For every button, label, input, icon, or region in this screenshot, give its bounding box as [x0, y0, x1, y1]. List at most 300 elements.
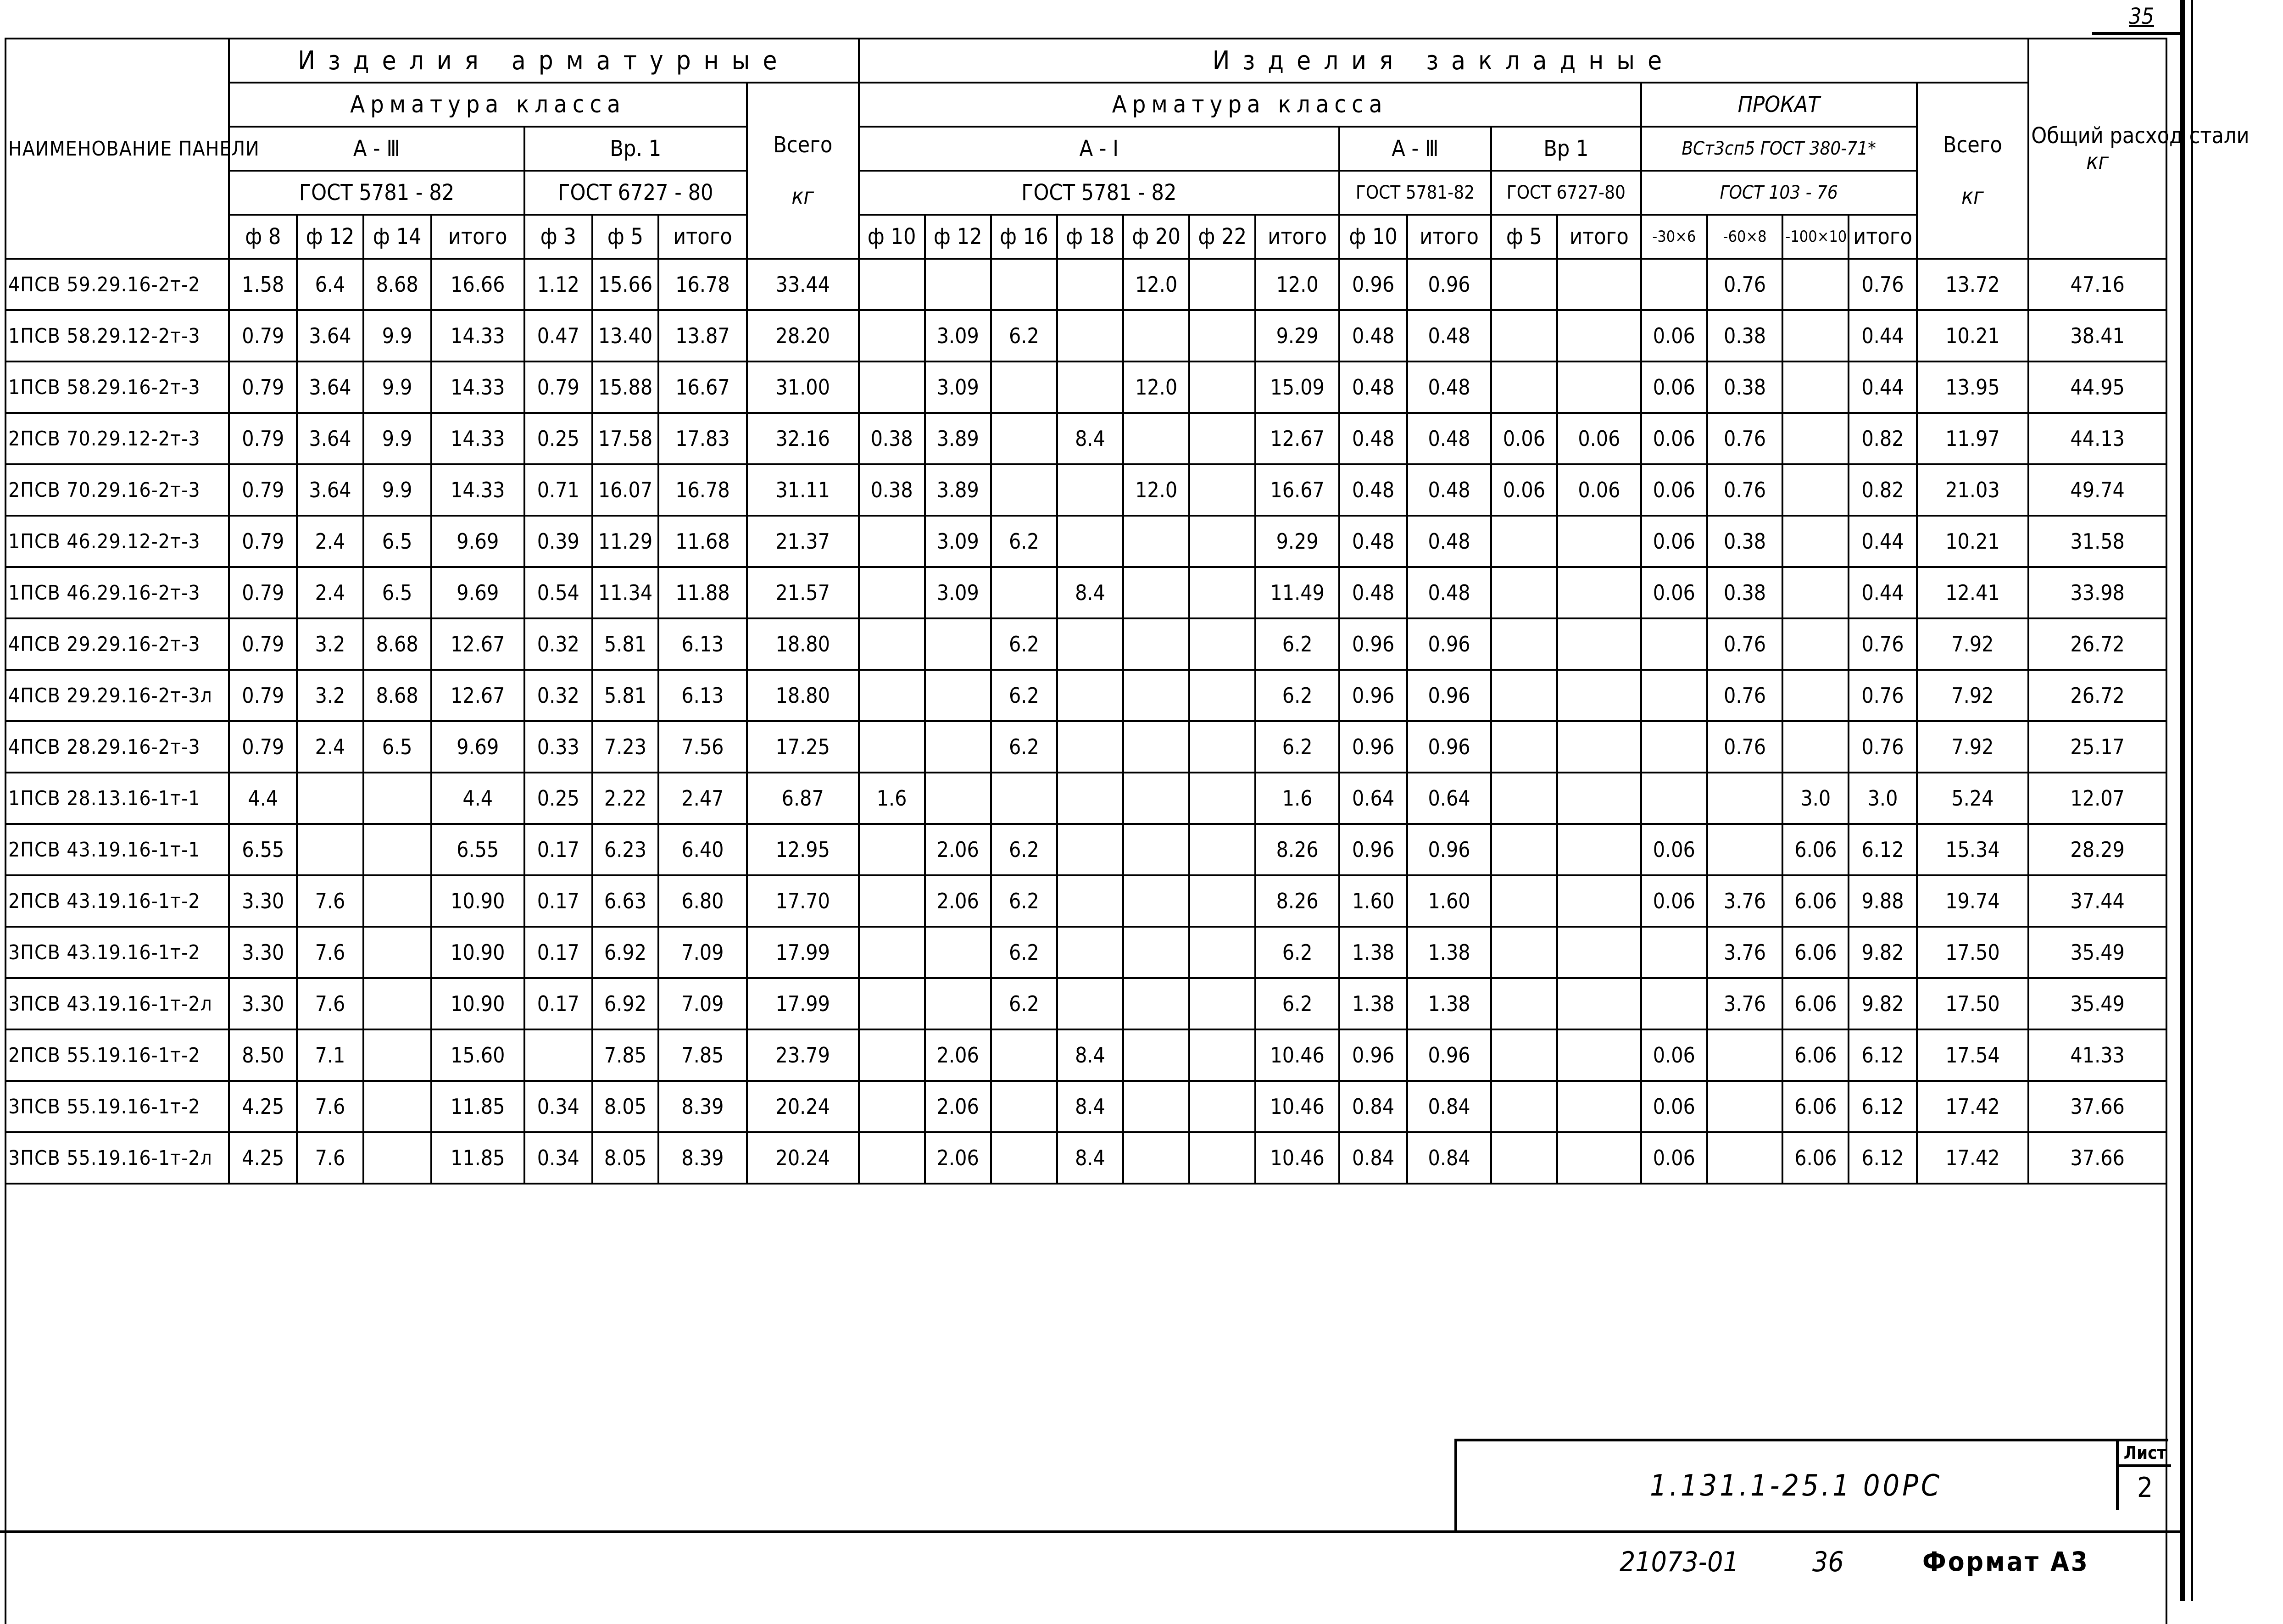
value-cell: 7.85: [658, 1029, 747, 1081]
value-cell: 19.74: [1917, 875, 2029, 927]
value-cell: 0.54: [524, 567, 592, 618]
value-cell: [859, 1132, 925, 1184]
grand-total-unit: кг: [2086, 149, 2109, 174]
panel-name-cell: 4ПСВ 59.29.16-2т-2: [6, 259, 229, 310]
value-cell: [1782, 721, 1849, 773]
value-cell: 0.48: [1407, 516, 1491, 567]
value-cell: 6.06: [1782, 1132, 1849, 1184]
value-cell: 1.38: [1407, 927, 1491, 978]
steel-consumption-table: [5, 38, 2250, 1624]
value-cell: [1189, 413, 1255, 464]
value-cell: 7.09: [658, 978, 747, 1029]
value-cell: 16.78: [658, 259, 747, 310]
value-cell: 4.4: [229, 773, 297, 824]
value-cell: 31.58: [2028, 516, 2166, 567]
value-cell: [1491, 259, 1557, 310]
value-cell: 0.96: [1339, 259, 1407, 310]
value-cell: 3.64: [297, 464, 363, 516]
value-cell: 44.95: [2028, 362, 2166, 413]
value-cell: 7.92: [1917, 670, 2029, 721]
value-cell: 9.9: [363, 310, 431, 362]
rebar-total-unit: кг: [791, 184, 814, 209]
value-cell: 6.87: [747, 773, 859, 824]
value-cell: 6.2: [991, 927, 1057, 978]
value-cell: [1057, 875, 1123, 927]
value-cell: 10.21: [1917, 516, 2029, 567]
value-cell: 17.83: [658, 413, 747, 464]
value-cell: 38.41: [2028, 310, 2166, 362]
value-cell: 6.23: [592, 824, 658, 875]
col-subtotal-vr1: итого: [658, 215, 747, 259]
value-cell: 8.4: [1057, 1081, 1123, 1132]
panel-name-cell: 4ПСВ 29.29.16-2т-3л: [6, 670, 229, 721]
value-cell: 13.95: [1917, 362, 2029, 413]
value-cell: 3.09: [925, 567, 991, 618]
value-cell: 4.25: [229, 1132, 297, 1184]
value-cell: 11.34: [592, 567, 658, 618]
embedded-total-header: [1917, 83, 2029, 259]
value-cell: [925, 927, 991, 978]
value-cell: 17.42: [1917, 1081, 2029, 1132]
table-row: [6, 259, 2166, 310]
value-cell: 4.4: [431, 773, 524, 824]
value-cell: 10.46: [1255, 1132, 1339, 1184]
value-cell: [859, 618, 925, 670]
value-cell: 21.57: [747, 567, 859, 618]
value-cell: [1123, 824, 1189, 875]
value-cell: 12.07: [2028, 773, 2166, 824]
value-cell: 8.68: [363, 259, 431, 310]
value-cell: [1641, 670, 1707, 721]
value-cell: 0.76: [1707, 670, 1782, 721]
value-cell: 0.38: [1707, 567, 1782, 618]
value-cell: 32.16: [747, 413, 859, 464]
value-cell: [1782, 567, 1849, 618]
value-cell: 9.9: [363, 413, 431, 464]
value-cell: 1.12: [524, 259, 592, 310]
value-cell: [1641, 618, 1707, 670]
value-cell: 33.98: [2028, 567, 2166, 618]
value-cell: 0.79: [229, 362, 297, 413]
value-cell: [297, 773, 363, 824]
value-cell: 0.06: [1641, 824, 1707, 875]
col-emb-d16: ф 16: [991, 215, 1057, 259]
value-cell: 18.80: [747, 670, 859, 721]
value-cell: 0.96: [1407, 259, 1491, 310]
value-cell: 11.49: [1255, 567, 1339, 618]
value-cell: [1123, 875, 1189, 927]
value-cell: 12.0: [1123, 362, 1189, 413]
value-cell: 0.38: [1707, 362, 1782, 413]
value-cell: 5.81: [592, 618, 658, 670]
value-cell: [1057, 773, 1123, 824]
value-cell: [1557, 567, 1641, 618]
value-cell: [991, 567, 1057, 618]
value-cell: 6.2: [1255, 721, 1339, 773]
value-cell: 3.30: [229, 978, 297, 1029]
value-cell: 16.67: [1255, 464, 1339, 516]
value-cell: [1782, 362, 1849, 413]
value-cell: [1057, 824, 1123, 875]
emb-gost-6727-short-header: ГОСТ 6727-80: [1491, 171, 1641, 215]
value-cell: [1189, 362, 1255, 413]
panel-name-cell: 2ПСВ 43.19.16-1т-2: [6, 875, 229, 927]
col-subtotal-a3: итого: [431, 215, 524, 259]
value-cell: 0.79: [229, 670, 297, 721]
value-cell: [1057, 259, 1123, 310]
value-cell: 0.06: [1641, 567, 1707, 618]
value-cell: [1707, 773, 1782, 824]
value-cell: [1641, 927, 1707, 978]
frame-right-border-inner: [2191, 0, 2193, 1601]
value-cell: [1707, 1081, 1782, 1132]
value-cell: [1123, 1081, 1189, 1132]
gost-5781-header: ГОСТ 5781 - 82: [229, 171, 524, 215]
value-cell: [1491, 875, 1557, 927]
value-cell: [1189, 773, 1255, 824]
value-cell: 0.48: [1339, 362, 1407, 413]
value-cell: [925, 721, 991, 773]
value-cell: [1123, 670, 1189, 721]
gost-103-header: ГОСТ 103 - 76: [1641, 171, 1917, 215]
value-cell: 11.68: [658, 516, 747, 567]
value-cell: 0.25: [524, 413, 592, 464]
value-cell: 6.2: [991, 721, 1057, 773]
top-rule: [2092, 32, 2182, 35]
value-cell: [363, 927, 431, 978]
table-row: [6, 413, 2166, 464]
table-row: [6, 927, 2166, 978]
value-cell: 2.06: [925, 1132, 991, 1184]
value-cell: 6.4: [297, 259, 363, 310]
value-cell: [859, 362, 925, 413]
value-cell: [1491, 1081, 1557, 1132]
value-cell: 0.76: [1707, 464, 1782, 516]
value-cell: 0.96: [1339, 721, 1407, 773]
value-cell: [524, 1029, 592, 1081]
value-cell: 6.63: [592, 875, 658, 927]
value-cell: [991, 1081, 1057, 1132]
value-cell: 16.66: [431, 259, 524, 310]
value-cell: 0.76: [1707, 413, 1782, 464]
col-d5: ф 5: [592, 215, 658, 259]
value-cell: [859, 310, 925, 362]
table-row: [6, 670, 2166, 721]
table-body: [6, 259, 2166, 1624]
value-cell: 31.11: [747, 464, 859, 516]
embedded-rebar-class-header: Арматура класса: [859, 83, 1641, 127]
value-cell: 11.29: [592, 516, 658, 567]
value-cell: 21.37: [747, 516, 859, 567]
panel-name-cell: 1ПСВ 58.29.12-2т-3: [6, 310, 229, 362]
value-cell: 7.56: [658, 721, 747, 773]
value-cell: 4.25: [229, 1081, 297, 1132]
value-cell: [1189, 516, 1255, 567]
value-cell: 35.49: [2028, 978, 2166, 1029]
value-cell: [859, 259, 925, 310]
value-cell: 6.5: [363, 721, 431, 773]
value-cell: [859, 927, 925, 978]
panel-name-cell: 2ПСВ 70.29.16-2т-3: [6, 464, 229, 516]
value-cell: 3.2: [297, 670, 363, 721]
value-cell: 10.90: [431, 875, 524, 927]
value-cell: [1641, 259, 1707, 310]
value-cell: [1057, 362, 1123, 413]
title-block: [1454, 1439, 2168, 1533]
value-cell: [1189, 618, 1255, 670]
value-cell: 6.2: [1255, 618, 1339, 670]
value-cell: [991, 259, 1057, 310]
value-cell: 9.88: [1849, 875, 1916, 927]
rebar-total-label: Всего: [773, 132, 833, 158]
value-cell: [859, 978, 925, 1029]
col-emb-d10: ф 10: [859, 215, 925, 259]
col-emb-d22: ф 22: [1189, 215, 1255, 259]
value-cell: 17.99: [747, 978, 859, 1029]
value-cell: 12.0: [1255, 259, 1339, 310]
value-cell: [1057, 618, 1123, 670]
value-cell: 1.60: [1339, 875, 1407, 927]
steel-grade-header: ВСт3сп5 ГОСТ 380-71*: [1641, 127, 1917, 171]
value-cell: 5.81: [592, 670, 658, 721]
value-cell: [859, 1081, 925, 1132]
value-cell: [859, 721, 925, 773]
value-cell: 0.48: [1339, 516, 1407, 567]
value-cell: 17.54: [1917, 1029, 2029, 1081]
rolled-header: ПРОКАТ: [1641, 83, 1917, 127]
value-cell: 8.68: [363, 618, 431, 670]
value-cell: 17.25: [747, 721, 859, 773]
col-emb-subtotal-vr1: итого: [1557, 215, 1641, 259]
rebar-a3-header: А - Ⅲ: [229, 127, 524, 171]
value-cell: [859, 824, 925, 875]
value-cell: 0.48: [1339, 413, 1407, 464]
panel-name-cell: 2ПСВ 70.29.12-2т-3: [6, 413, 229, 464]
frame-right-border: [2180, 0, 2185, 1601]
value-cell: 14.33: [431, 362, 524, 413]
value-cell: 49.74: [2028, 464, 2166, 516]
value-cell: 3.64: [297, 310, 363, 362]
value-cell: 2.06: [925, 1081, 991, 1132]
value-cell: 9.69: [431, 721, 524, 773]
value-cell: [1557, 773, 1641, 824]
value-cell: 0.96: [1407, 618, 1491, 670]
value-cell: 21.03: [1917, 464, 2029, 516]
value-cell: 6.5: [363, 516, 431, 567]
panel-name-cell: 1ПСВ 46.29.12-2т-3: [6, 516, 229, 567]
value-cell: [363, 1132, 431, 1184]
value-cell: [363, 1081, 431, 1132]
value-cell: 6.12: [1849, 1029, 1916, 1081]
table-row: [6, 567, 2166, 618]
col-d14: ф 14: [363, 215, 431, 259]
value-cell: 11.88: [658, 567, 747, 618]
value-cell: 10.46: [1255, 1029, 1339, 1081]
col-p30x6: -30×6: [1641, 215, 1707, 259]
value-cell: [1491, 1132, 1557, 1184]
value-cell: [859, 670, 925, 721]
value-cell: 6.55: [431, 824, 524, 875]
value-cell: 7.92: [1917, 721, 2029, 773]
value-cell: [1123, 773, 1189, 824]
value-cell: 10.21: [1917, 310, 2029, 362]
value-cell: [925, 978, 991, 1029]
value-cell: 15.66: [592, 259, 658, 310]
value-cell: 8.26: [1255, 824, 1339, 875]
value-cell: [1707, 1132, 1782, 1184]
rebar-products-header: Изделия арматурные: [229, 39, 858, 83]
value-cell: 0.82: [1849, 464, 1916, 516]
value-cell: 9.9: [363, 464, 431, 516]
value-cell: 0.06: [1491, 413, 1557, 464]
value-cell: [1641, 721, 1707, 773]
value-cell: 14.33: [431, 464, 524, 516]
value-cell: 0.06: [1641, 413, 1707, 464]
value-cell: 1.60: [1407, 875, 1491, 927]
value-cell: 8.39: [658, 1132, 747, 1184]
value-cell: 0.84: [1407, 1132, 1491, 1184]
value-cell: 3.89: [925, 413, 991, 464]
value-cell: 3.30: [229, 875, 297, 927]
value-cell: [1782, 670, 1849, 721]
footer-number: 36: [1812, 1546, 1844, 1578]
document-code: 1.131.1-25.1 00РС: [1650, 1469, 1943, 1503]
value-cell: 14.33: [431, 413, 524, 464]
value-cell: 0.06: [1557, 413, 1641, 464]
value-cell: [1782, 618, 1849, 670]
value-cell: 8.05: [592, 1132, 658, 1184]
value-cell: 41.33: [2028, 1029, 2166, 1081]
value-cell: [363, 875, 431, 927]
value-cell: 12.95: [747, 824, 859, 875]
value-cell: 12.41: [1917, 567, 2029, 618]
value-cell: 0.17: [524, 875, 592, 927]
value-cell: [1123, 927, 1189, 978]
value-cell: 0.79: [229, 618, 297, 670]
value-cell: 0.96: [1339, 670, 1407, 721]
value-cell: 9.29: [1255, 516, 1339, 567]
panel-name-cell: 1ПСВ 28.13.16-1т-1: [6, 773, 229, 824]
value-cell: 6.55: [229, 824, 297, 875]
table-row: [6, 1081, 2166, 1132]
col-p100x10: -100×10: [1782, 215, 1849, 259]
value-cell: [1189, 875, 1255, 927]
value-cell: 0.48: [1339, 464, 1407, 516]
value-cell: 6.12: [1849, 1132, 1916, 1184]
value-cell: 0.71: [524, 464, 592, 516]
value-cell: 1.58: [229, 259, 297, 310]
value-cell: 6.2: [991, 670, 1057, 721]
emb-gost-5781-short-header: ГОСТ 5781-82: [1339, 171, 1491, 215]
panel-name-cell: 4ПСВ 28.29.16-2т-3: [6, 721, 229, 773]
value-cell: 0.76: [1707, 721, 1782, 773]
value-cell: [1557, 824, 1641, 875]
value-cell: 2.22: [592, 773, 658, 824]
value-cell: 8.4: [1057, 413, 1123, 464]
value-cell: [363, 978, 431, 1029]
value-cell: 6.06: [1782, 824, 1849, 875]
value-cell: 0.76: [1849, 259, 1916, 310]
value-cell: 0.32: [524, 618, 592, 670]
value-cell: [1123, 516, 1189, 567]
value-cell: 28.20: [747, 310, 859, 362]
value-cell: 16.78: [658, 464, 747, 516]
value-cell: [859, 1029, 925, 1081]
col-emb-subtotal-a1: итого: [1255, 215, 1339, 259]
value-cell: 1.38: [1407, 978, 1491, 1029]
value-cell: 3.89: [925, 464, 991, 516]
value-cell: 6.06: [1782, 875, 1849, 927]
value-cell: [1189, 721, 1255, 773]
value-cell: [1189, 1132, 1255, 1184]
panel-name-cell: 4ПСВ 29.29.16-2т-3: [6, 618, 229, 670]
value-cell: 6.06: [1782, 927, 1849, 978]
value-cell: [991, 1029, 1057, 1081]
table-row: [6, 464, 2166, 516]
table-row: [6, 310, 2166, 362]
value-cell: 3.09: [925, 310, 991, 362]
value-cell: 6.40: [658, 824, 747, 875]
value-cell: [1641, 773, 1707, 824]
value-cell: 0.17: [524, 927, 592, 978]
value-cell: 8.26: [1255, 875, 1339, 927]
value-cell: [363, 1029, 431, 1081]
value-cell: [1491, 824, 1557, 875]
value-cell: 6.2: [991, 875, 1057, 927]
value-cell: [363, 824, 431, 875]
value-cell: 31.00: [747, 362, 859, 413]
value-cell: [1782, 516, 1849, 567]
value-cell: 6.2: [1255, 927, 1339, 978]
value-cell: [1057, 310, 1123, 362]
value-cell: 0.96: [1339, 824, 1407, 875]
value-cell: 1.6: [1255, 773, 1339, 824]
value-cell: [1557, 978, 1641, 1029]
value-cell: [1189, 464, 1255, 516]
value-cell: [1557, 670, 1641, 721]
value-cell: 15.34: [1917, 824, 2029, 875]
value-cell: 0.48: [1407, 362, 1491, 413]
panel-name-cell: 3ПСВ 43.19.16-1т-2л: [6, 978, 229, 1029]
col-emb-a3-d10: ф 10: [1339, 215, 1407, 259]
value-cell: 0.84: [1339, 1081, 1407, 1132]
value-cell: [1491, 978, 1557, 1029]
value-cell: [1491, 516, 1557, 567]
value-cell: 16.67: [658, 362, 747, 413]
value-cell: 12.0: [1123, 464, 1189, 516]
value-cell: 17.99: [747, 927, 859, 978]
value-cell: 2.47: [658, 773, 747, 824]
value-cell: 0.76: [1849, 618, 1916, 670]
value-cell: 0.48: [1339, 310, 1407, 362]
value-cell: 7.09: [658, 927, 747, 978]
col-emb-subtotal-a3: итого: [1407, 215, 1491, 259]
value-cell: 2.06: [925, 1029, 991, 1081]
value-cell: [1557, 1029, 1641, 1081]
table-row: [6, 1132, 2166, 1184]
sheet-box: [2116, 1441, 2171, 1510]
panel-name-cell: 1ПСВ 46.29.16-2т-3: [6, 567, 229, 618]
value-cell: 0.39: [524, 516, 592, 567]
value-cell: 44.13: [2028, 413, 2166, 464]
col-emb-d20: ф 20: [1123, 215, 1189, 259]
value-cell: [1557, 362, 1641, 413]
bottom-rule: [0, 1530, 2182, 1533]
value-cell: 0.48: [1339, 567, 1407, 618]
table-row: [6, 516, 2166, 567]
value-cell: 0.25: [524, 773, 592, 824]
value-cell: 0.17: [524, 824, 592, 875]
